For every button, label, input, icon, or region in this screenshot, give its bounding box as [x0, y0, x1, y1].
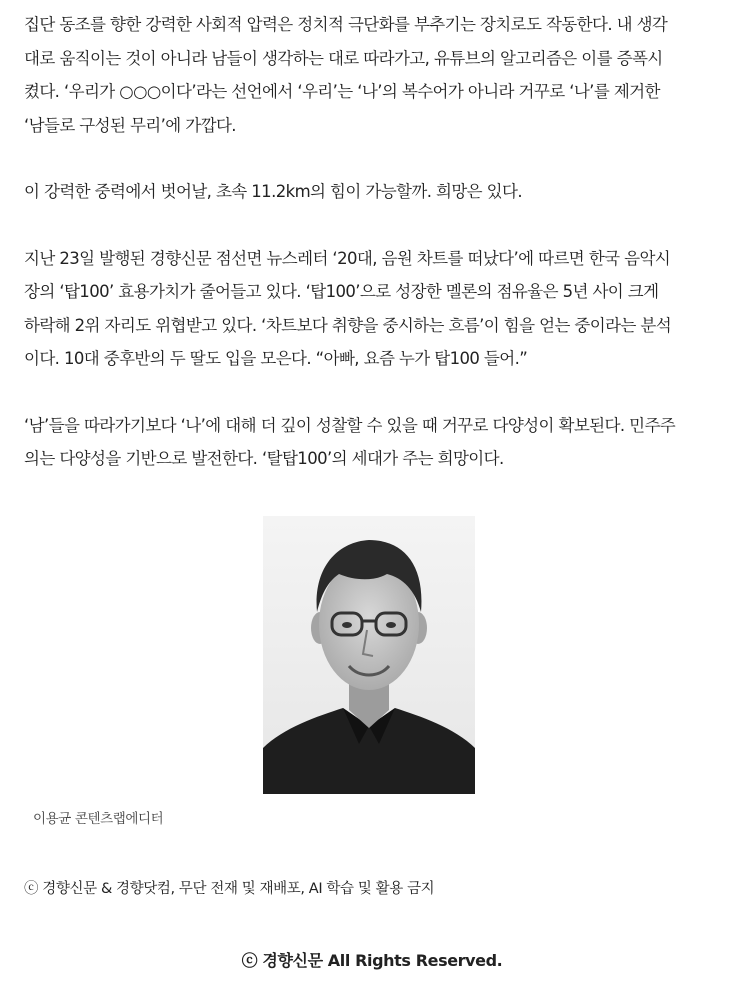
copyright-notice: ⓒ 경향신문 & 경향닷컴, 무단 전재 및 재배포, AI 학습 및 활용 금지 — [24, 881, 435, 897]
paragraph-line: 집단 동조를 향한 강력한 사회적 압력은 정치적 극단화를 부추기는 장치로도 작동한다. 내 생각 — [24, 15, 668, 34]
article-paragraph-4 — [24, 409, 724, 476]
paragraph-line: 장의 ‘탑100’ 효용가치가 줄어들고 있다. ‘탑100’으로 성장한 멜론의 점유율은 5년 사이 크게 — [24, 282, 659, 301]
article-body — [24, 8, 724, 509]
article-paragraph-1 — [24, 8, 724, 142]
paragraph-line: ‘남’들을 따라가기보다 ‘나’에 대해 더 깊이 성찰할 수 있을 때 거꾸로 다양성이 확보된다. 민주주 — [24, 415, 676, 435]
photo-caption: 이용균 콘텐츠랩에디터 — [33, 811, 164, 827]
paragraph-line: 이 강력한 중력에서 벗어날, 초속 11.2km의 힘이 가능할까. 희망은 있다. — [24, 182, 522, 201]
article-paragraph-3 — [24, 242, 724, 376]
paragraph-line: 지난 23일 발행된 경향신문 점선면 뉴스레터 ‘20대, 음원 차트를 떠났다’에 따르면 한국 음악시 — [24, 248, 671, 268]
paragraph-line: 대로 움직이는 것이 아니라 남들이 생각하는 대로 따라가고, 유튜브의 알고리즘은 이를 증폭시 — [24, 48, 663, 68]
paragraph-line: 하락해 2위 자리도 위협받고 있다. ‘차트보다 취향을 중시하는 흐름’이 힘을 얻는 중이라는 분석 — [24, 315, 672, 335]
author-portrait-image — [263, 516, 475, 794]
footer-copyright: ⓒ 경향신문 All Rights Reserved. — [241, 951, 503, 970]
paragraph-line: ‘남들로 구성된 무리’에 가깝다. — [24, 115, 236, 135]
author-photo — [263, 516, 475, 794]
article-paragraph-2 — [24, 175, 724, 209]
paragraph-line: 의는 다양성을 기반으로 발전한다. ‘탈탑100’의 세대가 주는 희망이다. — [24, 449, 504, 468]
paragraph-line: 켰다. ‘우리가 ○○○이다’라는 선언에서 ‘우리’는 ‘나’의 복수어가 아니라 거꾸로 ‘나’를 제거한 — [24, 82, 660, 101]
paragraph-line: 이다. 10대 중후반의 두 딸도 입을 모은다. “아빠, 요즘 누가 탑100 들어.” — [24, 349, 528, 368]
